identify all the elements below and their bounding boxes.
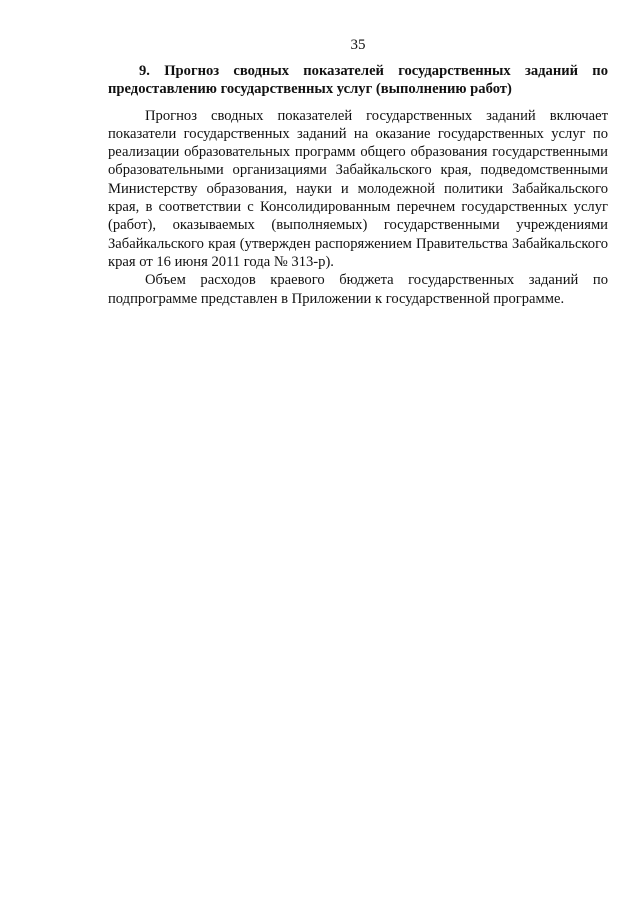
document-body [108,62,608,308]
paragraph-budget: Объем расходов краевого бюджета государственных заданий по подпрограмме представлен в Приложении к государственной программе. [108,272,608,307]
section-heading: 9. Прогноз сводных показателей государственных заданий по предоставлению государственных услуг (выполнению работ) [108,63,608,98]
paragraph-forecast: Прогноз сводных показателей государственных заданий включает показатели государственных заданий на оказание государственных услуг по реализации образовательных программ общего образования государственными образовательными организациями Забайкальского края, подведомственными Министерству образования, науки и молодежной политики Забайкальского края, в соответствии с Консолидированным перечнем государственных услуг (работ), оказываемых (выполняемых) государственными учреждениями Забайкальского края (утвержден распоряжением Правительства Забайкальского края от 16 июня 2011 года № 313-р). [108,107,608,270]
page-number: 35 [350,37,366,53]
